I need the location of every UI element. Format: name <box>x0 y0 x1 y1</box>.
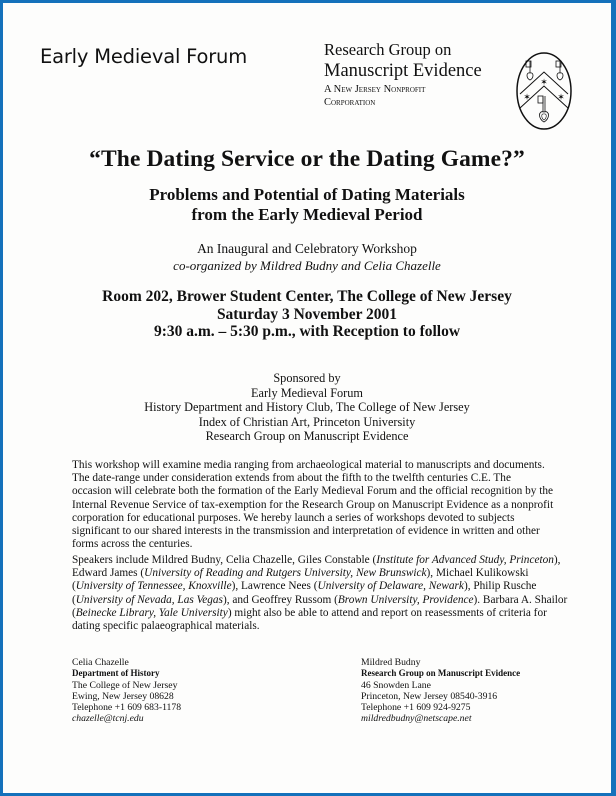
speakers-paragraph <box>72 554 568 633</box>
contact-name: Celia Chazelle <box>72 657 129 668</box>
contact-department: Department of History <box>72 668 160 679</box>
paragraph-line: Edward James (University of Reading and Rutgers University, New Brunswick), Michael Kulikowski <box>72 567 529 580</box>
sponsors-block <box>3 371 611 444</box>
svg-text:✶: ✶ <box>557 92 565 102</box>
contact-address-line1: 46 Snowden Lane <box>361 679 431 691</box>
contact-address-line1: The College of New Jersey <box>72 679 178 691</box>
contact-address-line2: Princeton, New Jersey 08540-3916 <box>361 690 498 702</box>
event-details <box>3 288 611 341</box>
research-group-subtitle-2: Corporation <box>324 97 376 108</box>
event-title: “The Dating Service or the Dating Game?” <box>89 146 525 172</box>
sponsor-item: Index of Christian Art, Princeton University <box>198 414 416 429</box>
research-group-line2: Manuscript Evidence <box>324 60 482 81</box>
paragraph-line: corporation for educational purposes. We hereby launch a series of workshops devoted to subjects <box>72 511 515 524</box>
contact-phone: Telephone +1 609 924-9275 <box>361 702 471 714</box>
sponsors-heading: Sponsored by <box>273 371 341 385</box>
contact-name: Mildred Budny <box>361 657 421 668</box>
paragraph-line: forms across the centuries. <box>72 538 193 551</box>
paragraph-line: occasion will celebrate both the formation of the Early Medieval Forum and the official recognition by the <box>72 485 554 498</box>
paragraph-line: (University of Nevada, Las Vegas), and Geoffrey Russom (Brown University, Providence). Barbara A. Shailor <box>72 593 568 606</box>
paragraph-line: Internal Revenue Service of tax-exemption for the Research Group on Manuscript Evidence as a nonprofit <box>72 498 554 511</box>
description-paragraph <box>72 459 562 551</box>
paragraph-line: significant to our shared interests in the transmission and interpretation of evidence in written and other <box>72 525 540 538</box>
event-subtitle <box>3 185 611 224</box>
paragraph-line: (University of Tennessee, Knoxville), Lawrence Nees (University of Delaware, Newark), Philip Rusche <box>72 580 537 593</box>
contact-budny <box>361 657 520 725</box>
paragraph-line: This workshop will examine media ranging from archaeological material to manuscripts and documents. <box>72 459 545 471</box>
research-group-line1: Research Group on <box>324 40 452 59</box>
svg-text:✶: ✶ <box>540 77 548 87</box>
research-group-block <box>324 42 482 109</box>
paragraph-line: Speakers include Mildred Budny, Celia Chazelle, Giles Constable (Institute for Advanced Study, Princeton), <box>72 554 561 566</box>
coorganizers: co-organized by Mildred Budny and Celia Chazelle <box>173 258 441 273</box>
paragraph-line: (Beinecke Library, Yale University) might also be able to attend and report on reasessments of criteria for <box>72 606 547 619</box>
sponsor-item: History Department and History Club, The College of New Jersey <box>144 400 470 414</box>
paragraph-line: dating specific palaeographical materials. <box>72 620 260 633</box>
workshop-description: An Inaugural and Celebratory Workshop <box>197 241 417 256</box>
contact-email[interactable]: mildredbudny@netscape.net <box>361 713 472 725</box>
flyer-page <box>3 3 611 793</box>
contact-email[interactable]: chazelle@tcnj.edu <box>72 713 144 725</box>
svg-text:✶: ✶ <box>523 92 531 102</box>
crest-icon <box>514 50 574 132</box>
event-date: Saturday 3 November 2001 <box>216 305 398 323</box>
workshop-info <box>3 240 611 274</box>
sponsor-item: Early Medieval Forum <box>250 385 363 400</box>
subtitle-line2: from the Early Medieval Period <box>191 204 423 224</box>
contact-chazelle <box>72 657 181 725</box>
event-venue: Room 202, Brower Student Center, The College of New Jersey <box>102 288 512 305</box>
forum-name: Early Medieval Forum <box>40 45 247 68</box>
paragraph-line: The date-range under consideration extends from about the fifth to the twelfth centuries C.E. The <box>72 472 511 485</box>
event-time: 9:30 a.m. – 5:30 p.m., with Reception to follow <box>153 323 461 340</box>
contact-department: Research Group on Manuscript Evidence <box>361 668 521 679</box>
contact-address-line2: Ewing, New Jersey 08628 <box>72 690 174 702</box>
contact-phone: Telephone +1 609 683-1178 <box>72 702 182 714</box>
sponsor-item: Research Group on Manuscript Evidence <box>205 429 409 443</box>
research-group-subtitle-1: A New Jersey Nonprofit <box>324 84 426 95</box>
subtitle-line1: Problems and Potential of Dating Materials <box>149 185 465 204</box>
